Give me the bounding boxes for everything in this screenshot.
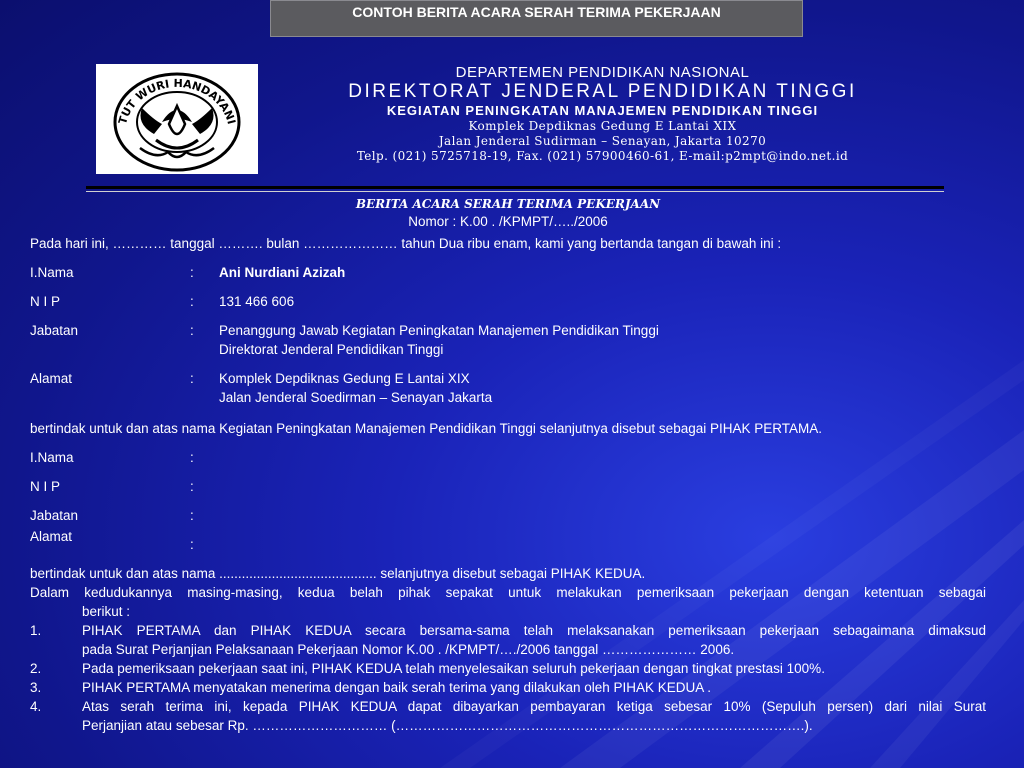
kop-address-2: Jalan Jenderal Sudirman – Senayan, Jakarta 10270 [438,134,767,148]
party1-position-label: Jabatan [30,323,79,338]
slide-title-box [270,0,803,37]
item-number: 3. [30,680,42,695]
item-1-line2: pada Surat Perjanjian Pelaksanaan Pekerjaan Nomor K.00 . /KPMPT/…./2006 tanggal ………………… 2006. [82,642,735,657]
letterhead-rule-thick [86,186,944,189]
agreement-text-line1: Dalam kedudukannya masing-masing, kedua belah pihak sepakat untuk melakukan pemeriksaan pekerjaan dengan ketentuan sebagai [30,585,986,600]
kop-department: DEPARTEMEN PENDIDIKAN NASIONAL [455,64,750,81]
tut-wuri-handayani-logo [96,64,258,174]
item-number: 1. [30,623,42,638]
party1-position-line2: Direktorat Jenderal Pendidikan Tinggi [219,342,444,357]
colon: : [190,294,194,309]
colon: : [190,508,194,523]
party1-name: Ani Nurdiani Azizah [219,265,346,280]
colon: : [190,450,194,465]
item-2-line1: Pada pemeriksaan pekerjaan saat ini, PIHAK KEDUA telah menyelesaikan seluruh pekerjaan dengan tingkat prestasi 100%. [82,661,825,676]
colon: : [190,323,194,338]
item-3-line1: PIHAK PERTAMA menyatakan menerima dengan baik serah terima yang dilakukan oleh PIHAK KEDUA . [82,680,712,695]
kop-program: KEGIATAN PENINGKATAN MANAJEMEN PENDIDIKAN TINGGI [386,103,819,118]
slide-title: CONTOH BERITA ACARA SERAH TERIMA PEKERJAAN [352,4,721,20]
document-number: Nomor : K.00 . /KPMPT/…../2006 [408,214,608,229]
kop-directorate: DIREKTORAT JENDERAL PENDIDIKAN TINGGI [348,81,857,102]
party2-acting-text: bertindak untuk dan atas nama .......................................... selanjutnya disebut sebagai PIHAK KEDUA. [30,566,646,581]
colon: : [190,371,194,386]
party2-address-label: Alamat [30,529,73,544]
colon: : [190,479,194,494]
item-number: 4. [30,699,42,714]
item-number: 2. [30,661,42,676]
svg-text:TUT WURI HANDAYANI: TUT WURI HANDAYANI [116,76,238,126]
colon: : [190,265,194,280]
party1-address-line1: Komplek Depdiknas Gedung E Lantai XIX [219,371,470,386]
party1-address-line2: Jalan Jenderal Soedirman – Senayan Jakarta [219,390,493,405]
party1-address-label: Alamat [30,371,73,386]
opening-text: Pada hari ini, ………… tanggal ………. bulan ………………… tahun Dua ribu enam, kami yang bertanda tangan di bawah ini : [30,236,782,251]
logo-emblem-icon [96,64,258,174]
kop-contact: Telp. (021) 5725718-19, Fax. (021) 57900460-61, E-mail:p2mpt@indo.net.id [356,149,849,163]
party2-name-label: I.Nama [30,450,74,465]
party1-nip: 131 466 606 [219,294,295,309]
item-4-line2: Perjanjian atau sebesar Rp. ………………………… (……………………………………………………………………………….). [82,718,813,733]
colon: : [190,537,194,552]
item-4-line1: Atas serah terima ini, kepada PIHAK KEDUA dapat dibayarkan pembayaran ketiga sebesar 10% (Sepuluh persen) dari nilai Surat [82,699,986,714]
party1-nip-label: N I P [30,294,61,309]
party1-acting-text: bertindak untuk dan atas nama Kegiatan Peningkatan Manajemen Pendidikan Tinggi selanjutnya disebut sebagai PIHAK PERTAMA. [30,421,822,436]
party1-position-line1: Penanggung Jawab Kegiatan Peningkatan Manajemen Pendidikan Tinggi [219,323,659,338]
letterhead-rule-thin [86,191,944,192]
kop-address-1: Komplek Depdiknas Gedung E Lantai XIX [468,119,737,133]
party1-name-label: I.Nama [30,265,74,280]
agreement-text-line2: berikut : [82,604,131,619]
party2-nip-label: N I P [30,479,61,494]
party2-position-label: Jabatan [30,508,79,523]
item-1-line1: PIHAK PERTAMA dan PIHAK KEDUA secara bersama-sama telah melaksanakan pemeriksaan pekerjaan sebagaimana dimaksud [82,623,986,638]
document-title: BERITA ACARA SERAH TERIMA PEKERJAAN [355,197,661,211]
letterhead [270,64,935,164]
